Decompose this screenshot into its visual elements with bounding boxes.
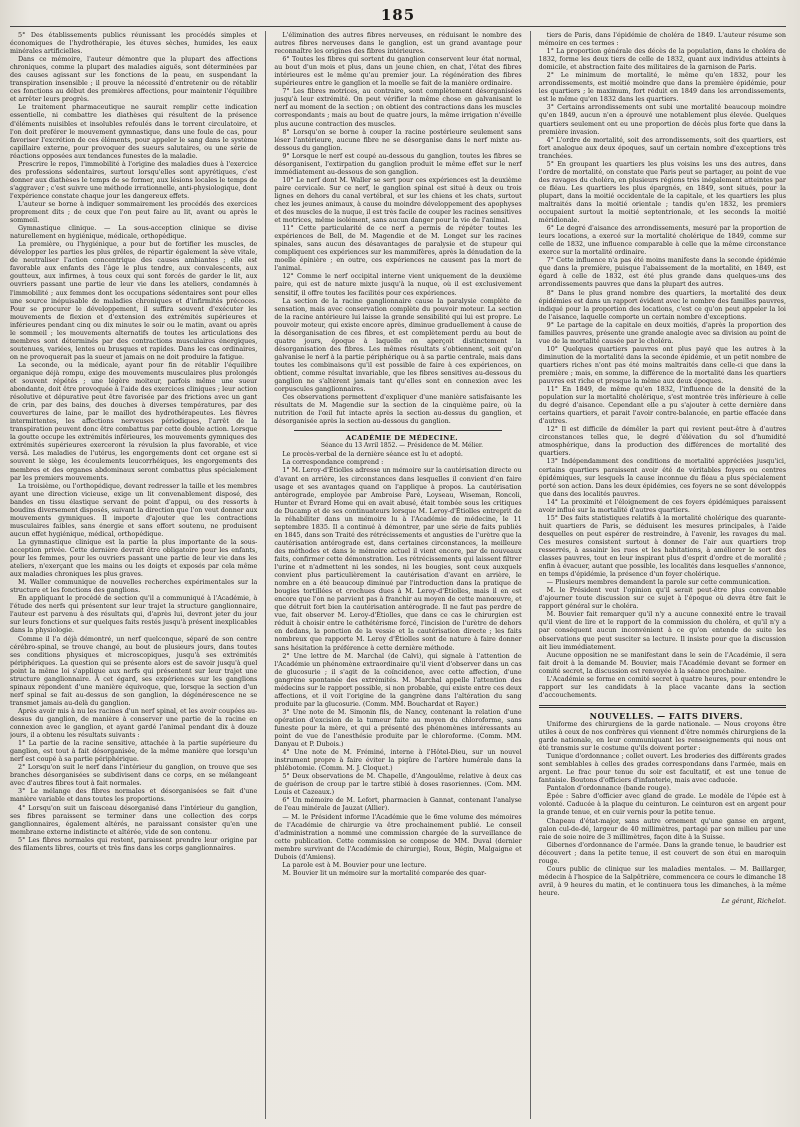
section-heading: NOUVELLES. — FAITS DIVERS. — [589, 710, 743, 721]
paragraph: 3° Une note de M. Simonin fils, de Nancy, contenant la relation d'une opération d'excision de la tumeur faite au moyen du chloroforme, sans funeste pour la mère, et qui a présenté des phénomènes intéressants au point de vue de l'anesthésie produite par le chloroforme. (Comm. MM. Danyau et P. Dubois.) — [274, 707, 522, 749]
paragraph: 11° Cette particularité de ce nerf a permis de répéter toutes les expériences de Bell, de M. Magendie et de M. Longet sur les racines spinales, sans aucun des désavantages de paralysie et de stupeur qui compliquent ces expériences sur les mammifères, après la dénudation de la moelle épinière ; en outre, ces expériences ne causent pas la mort de l'animal. — [274, 224, 522, 273]
paragraph: 3° Le mélange des fibres normales et désorganisées se fait d'une manière variable et dans toutes les proportions. — [10, 787, 258, 804]
paragraph: 9° Le partage de la capitale en deux moitiés, d'après la proportion des familles pauvres, présente une grande analogie avec sa division au point de vue de la mortalité causée par le choléra. — [538, 320, 786, 345]
paragraph: — M. le Président informe l'Académie que le 6me volume des mémoires de l'Académie de chirurgie va être prochainement publié. Le conseil d'administration a nommé une commission chargée de la surveillance de cette publication. Cette commission se compose de MM. Duval (dernier membre survivant de l'Académie de chirurgie), Roux, Bégin, Malgaigne et Dubois (d'Amiens). — [274, 812, 522, 861]
paragraph: Gibernes d'ordonnance de l'armée. Dans la grande tenue, le baudrier est découvert ; dans la petite tenue, il est couvert de son étui en maroquin rouge. — [538, 840, 786, 865]
paragraph: — Plusieurs membres demandent la parole sur cette communication. — [546, 578, 771, 587]
paragraph: 14° La proximité et l'éloignement de ces foyers épidémiques paraissent avoir influé sur la mortalité d'autres quartiers. — [538, 497, 786, 514]
paragraph: L'élimination des autres fibres nerveuses, en réduisant le nombre des autres fibres nerveuses dans le ganglion, est un grand avantage pour reconnaître les origines des fibres intérieures. — [274, 31, 522, 56]
paragraph: Gymnastique clinique. — La sous-acception clinique se divise naturellement en hygiénique, médicale, orthopédique. — [10, 224, 258, 241]
paragraph: Le procès-verbal de la dernière séance est lu et adopté. — [282, 450, 463, 459]
paragraph: Tunique d'ordonnance ; collet ouvert. Les broderies des différents grades sont semblables à celles des grades correspondans dans l'armée, mais en argent. Le frac pour tenue du soir est facultatif, et est une tenue de fantaisie. Boutons d'officiers d'infanterie, mais avec caducée. — [538, 752, 786, 785]
paragraph: 12° Il est difficile de démêler la part qui revient peut-être à d'autres circonstances telles que, le degré d'élévation du sol d'humidité atmosphérique, dans la production des différences de mortalité des quartiers. — [538, 425, 786, 458]
paragraph: La troisième, ou l'orthopédique, devant redresser la taille et les membres ayant une direction vicieuse, exige un lit convenablement disposé, des bandes en tissu élastique servant de point d'appui, ou des ressorts à boudins diversement disposés, suivant la direction que l'on veut donner aux mouvements gymniques. Il importe d'ajouter que les contractions musculaires faibles, sans énergie et sans effort soutenu, ne produisent aucun effet hygiénique, médical, orthopédique. — [10, 481, 258, 538]
paragraph: En appliquant le procédé de section qu'il a communiqué à l'Académie, à l'étude des nerfs qui présentent sur leur trajet la structure ganglionnaire, l'auteur est parvenu à des résultats qui, d'après lui, devront jeter du jour sur leurs fonctions et sur quelques faits restés jusqu'à présent inexplicables dans la physiologie. — [10, 594, 258, 635]
paragraph: L'auteur se borne à indiquer sommairement les procédés des exercices proprement dits ; de ceux que l'on peut faire au lit, avant ou après le sommeil. — [10, 199, 258, 225]
paragraph: Comme il l'a déjà démontré, un nerf quelconque, séparé de son centre cérébro-spinal, se trouve changé, au bout de plusieurs jours, dans toutes ses conditions physiques et microscopiques, jusqu'à ses extrémités périphériques. La question qui se présente alors est de savoir jusqu'à quel point la même loi s'applique aux nerfs qui présentent sur leur trajet une structure ganglionnaire. À cet égard, ses expériences sur les ganglions spinaux répondent d'une manière équivoque, que, lorsque la section d'un nerf spinal se fait au-dessus de son ganglion, la dégénérescence ne se transmet jamais au-delà du ganglion. — [10, 634, 258, 707]
paragraph: Dans ce mémoire, l'auteur démontre que la plupart des affections chroniques, comme la plupart des maladies aiguës, sont déterminées par des causes agissant sur les fonctions de la peau, en suspendant la transpiration insensible ; il prouve la nécessité d'entretenir ou de rétablir ces fonctions au début des premières affections, pour maintenir l'équilibre et arrêter leurs progrès. — [10, 55, 258, 104]
paragraph: 2° Le minimum de mortalité, le même qu'en 1832, pour les arrondissements, est moitié moindre que dans la première épidémie, pour les quartiers ; le maximum, fort réduit en 1849 dans les arrondissements, est le même qu'en 1832 dans les quartiers. — [538, 71, 786, 104]
paragraph: M. Waller communique de nouvelles recherches expérimentales sur la structure et les fonctions des ganglions. — [10, 578, 258, 595]
paragraph: 12° Comme le nerf occipital interne vient uniquement de la deuxième paire, qui est de nature mixte jusqu'à la nuque, où il est exclusivement sensitif, il offre toutes les facilités pour ces expériences. — [274, 272, 522, 297]
paragraph: 5° En groupant les quartiers les plus voisins les uns des autres, dans l'ordre de mortalité, on constate que Paris peut se partager, au point de vue des ravages du choléra, en plusieurs régions très inégalement atteintes par ce fléau. Les quartiers les plus épargnés, en 1849, sont situés, pour la plupart, dans la moitié occidentale de la capitale, et les quartiers les plus maltraités dans la moitié orientale ; tandis qu'en 1832, les premiers occupaient surtout la moitié septentrionale, et les seconds la moitié méridionale. — [538, 159, 786, 225]
paragraph: 13° Indépendamment des conditions de mortalité appréciées jusqu'ici, certains quartiers paraissent avoir été de véritables foyers ou centres épidémiques, sur lesquels la cause inconnue du fléau a plus spécialement porté son action. Dans les deux épidémies, ces foyers ne se sont développés que dans des localités pauvres. — [538, 457, 786, 498]
paragraph: La gymnastique clinique est la partie la plus importante de la sous-acception privée. Cette dernière devrait être obligatoire pour les enfants, pour les femmes, pour les ouvriers passant une partie de leur vie dans les ateliers, n'exerçant que les mains ou les doigts et exposés par cela même aux maladies chroniques les plus graves. — [10, 537, 258, 579]
paragraph: 6° Le degré d'aisance des arrondissements, mesuré par la proportion de leurs locations, a exercé sur la mortalité cholérique de 1849, comme sur celle de 1832, une influence comparable à celle que la même circonstance exerce sur la mortalité ordinaire. — [538, 224, 786, 257]
paragraph: Épée : Sabre d'officier avec gland de grade. Le modèle de l'épée est à volonté. Caducée à la plaque du ceinturon. Le ceinturon est en argent pour la grande tenue, et en cuir vernis pour la petite tenue. — [538, 792, 786, 817]
paragraph: 11° En 1849, de même qu'en 1832, l'influence de la densité de la population sur la mortalité cholérique, s'est montrée très inférieure à celle du degré d'aisance. Cependant elle a pu s'ajouter à cette dernière dans certains quartiers, et parait l'avoir contre-balancée, en partie effacée dans d'autres. — [538, 385, 786, 426]
paragraph: Uniforme des chirurgiens de la garde nationale. — Nous croyons être utiles à ceux de nos confrères qui viennent d'être nommés chirurgiens de la garde nationale, en leur communiquant les renseignements qui nous ont été transmis sur le costume qu'ils doivent porter : — [538, 719, 786, 753]
paragraph: M. Bouvier lit un mémoire sur la mortalité comparée des quar- — [282, 868, 487, 877]
column-1 — [10, 31, 257, 1119]
paragraph: Pantalon d'ordonnance (bande rouge). — [546, 784, 672, 793]
section-heading: ACADÉMIE DE MÉDECINE. — [345, 434, 459, 443]
paragraph: 6° Un mémoire de M. Lefort, pharmacien à Gannat, contenant l'analyse de l'eau minérale de Jauzat (Allier). — [274, 796, 522, 813]
paragraph: La parole est à M. Bouvier pour une lecture. — [282, 860, 427, 869]
paragraph: Cours public de clinique sur les maladies mentales. — M. Baillarger, médecin à l'hospice de la Salpêtrière, commencera ce cours le dimanche 18 avril, à 9 heures du matin, et le continuera tous les dimanches, à la même heure. — [538, 864, 786, 897]
paragraph: Ces observations permettent d'expliquer d'une manière satisfaisante les résultats de M. Magendie sur la section de la cinquième paire, où la nutrition de l'œil fut intacte après la section au-dessus du ganglion, et désorganisée après la section au-dessous du ganglion. — [274, 393, 522, 426]
paragraph: La correspondance comprend : — [282, 458, 384, 467]
paragraph: 5° Les fibres normales qui restent, paraissent prendre leur origine par des filaments libres, courts et très fins dans les corps ganglionnaires. — [10, 835, 258, 852]
column-3 — [539, 31, 786, 1119]
paragraph: Aucune opposition ne se manifestant dans le sein de l'Académie, il sera fait droit à la demande M. Bouvier, mais l'Académie devant se former en comité secret, la discussion est renvoyée à la séance prochaine. — [538, 650, 786, 675]
paragraph: 4° Une note de M. Fréminé, interne à l'Hôtel-Dieu, sur un nouvel instrument propre à faire éviter la piqûre de l'artère humérale dans la phlébotomie. (Comm. M. J. Cloquet.) — [274, 748, 522, 773]
paragraph: 10° Quelques quartiers pauvres ont plus payé que les autres à la diminution de la mortalité dans la seconde épidémie, et un petit nombre de quartiers riches n'ont pas été moins maltraités dans celle-ci que dans la première ; mais, en somme, la différence de la mortalité dans les quartiers pauvres est riche et presque la même aux deux époques. — [538, 344, 786, 386]
paragraph: 7° Les fibres motrices, au contraire, sont complètement désorganisées jusqu'à leur extrémité. On peut vérifier la même chose en galvanisant le nerf au moment de la section ; on obtient des contractions dans les muscles correspondants ; mais au bout de quatre jours, la même irrigation n'éveille plus aucune contraction des muscles. — [274, 87, 522, 128]
page-number: 185 — [380, 6, 416, 24]
paragraph: Prescrire le repos, l'immobilité à l'origine des maladies dues à l'exercice des professions sédentaires, surtout lorsqu'elles sont apyrétiques, c'est donner aux diathèses le temps de se former, aux lésions locales le temps de s'aggraver ; c'est suivre une méthode irrationnelle, anti-physiologique, dont l'expérience constate chaque jour les dangereux effets. — [10, 159, 258, 200]
paragraph: La seconde, ou la médicale, ayant pour fin de rétablir l'équilibre organique déjà rompu, exige des mouvements musculaires plus prolongés et souvent répétés ; une légère moiteur, parfois même une sueur abondante, doit être provoquée à l'aide des exercices cliniques ; leur action résolutive et dépurative peut être favorisée par des frictions avec un gant de crin, par des bains, des douches à diverses températures, par des couvertures de laine, par le maillot des hydrothérapeutes. Les fièvres intermittentes, les affections nerveuses périodiques, l'arrêt de la transpiration peuvent donc être combattus par cette double action. Lorsque la goutte occupe les extrémités inférieures, les mouvements gymniques des extrémités supérieures exerceront la révulsion la plus favorable, et vice versâ. Les maladies de l'utérus, les engorgements dont cet organe est si souvent le siège, les écoulements leucorrhéiques, les engorgements des membres et des organes abdominaux seront combattus plus spécialement par les premiers mouvements. — [10, 360, 258, 482]
paragraph: 5° Des établissements publics réunissant les procédés simples et économiques de l'hydrothérapie, les étuves sèches, humides, les eaux minérales artificielles. — [10, 31, 258, 56]
paragraph: Chapeau d'état-major, sans autre ornement qu'une ganse en argent, galon cul-de-dé, largeur de 40 millimètres, partagé par son milieu par une raie de soie noire de 3 millimètres, façon dite à la Suisse. — [538, 816, 786, 841]
paragraph: 6° Toutes les fibres qui sortent du ganglion conservent leur état normal, au bout d'un mois et plus, dans un jeune chien, en chat, l'état des fibres intérieures est le même qu'au premier jour. La régénération des fibres supérieures entre le ganglion et la moelle se fait de la manière ordinaire. — [274, 55, 522, 88]
column-divider — [265, 31, 266, 1119]
paragraph: 4° Lorsqu'on suit un faisceau désorganisé dans l'intérieur du ganglion, ses fibres paraissent se terminer dans une collection des corps ganglionnaires, également altérés, ne paraissant consister qu'en une membrane externe indistincte et altérée, vide de son contenu. — [10, 803, 258, 836]
paragraph: M. Bouvier fait remarquer qu'il n'y a aucune connexité entre le travail qu'il vient de lire et le rapport de la commission du choléra, et qu'il n'y a par conséquent aucun inconvénient à ce qu'on entende de suite les observations que peut susciter sa lecture. Il insiste pour que la discussion ait lieu immédiatement. — [538, 610, 786, 651]
paragraph: 3° Certains arrondissements ont subi une mortalité beaucoup moindre qu'en 1849, aucun n'en a éprouvé une notablement plus élevée. Quelques quartiers seulement ont eu une proportion de décès plus forte que dans la première invasion. — [538, 103, 786, 136]
paragraph: Le traitement pharmaceutique ne saurait remplir cette indication essentielle, ni combattre les diathèses qui résultent de la présence d'éléments nuisibles et insolubles refoulés dans le torrent circulatoire, et l'on doit preférer le mouvement gymnastique, dans une foule de cas, pour favoriser l'excrétion de ces éléments, pour appeler le sang dans le système capillaire externe, pour provoquer des sueurs salutaires, ou une série de réactions opposées aux tendances funestes de la maladie. — [10, 103, 258, 160]
paragraph: 10° Le nerf dont M. Waller se sert pour ces expériences est la deuxième paire cervicale. Sur ce nerf, le ganglion spinal est situé à deux ou trois lignes en dehors du canal vertébral, et sur les chiens et les chats, surtout chez les jeunes animaux, à cause du moindre développement des apophyses et des muscles de la nuque, il est très facile de couper les racines sensitives et motrices, même isolément, sans aucun danger pour la vie de l'animal. — [274, 175, 522, 225]
paragraph: 2° Lorsqu'on suit le nerf dans l'intérieur du ganglion, on trouve que ses branches désorganisées se subdivisent dans ce corps, en se mélangeant avec d'autres fibres tout à fait normales. — [10, 763, 258, 788]
columns — [10, 31, 786, 1119]
section-subheading: Séance du 13 Avril 1852. — Présidence de M. Mélier. — [320, 442, 484, 450]
section-rule — [539, 705, 786, 708]
paragraph: Après avoir mis à nu les racines d'un nerf spinal, et les avoir coupées au-dessus du ganglion, de manière à conserver une partie de la racine en connexion avec le ganglion, et ayant gardé l'animal pendant dix à douze jours, il a obtenu les résultats suivants : — [10, 706, 258, 740]
paragraph: 1° M. Leroy-d'Étiolles adresse un mémoire sur la cautérisation directe ou d'avant en arrière, les circonstances dans lesquelles il convient d'en faire usage et ses avantages quand on l'applique à propos. La cautérisation antérograde, employée par Ambroise Paré, Loyseau, Wiseman, Roncoli, Hunter et Évrard Home qui en avait abusé, était tombée sous les critiques de Ducamp et de ses continuateurs lorsque M. Leroy-d'Étiolles entreprit de la réhabiliter dans un mémoire lu à l'Académie de médecine, le 11 septembre 1835. Il a continué à démontrer, par une série de faits publiés en 1845, dans son Traité des rétrécissements et angusties de l'urètre que la cautérisation antérograde est, dans certaines circonstances, la meilleure des méthodes et dans le mémoire actuel il vient encore, par de nouveaux faits, confirmer cette démonstration. Les rétrécissements qui laissent filtrer l'urine et n'admettent ni les sondes, ni les bougies, sont ceux auxquels convient plus particulièrement la cautérisation d'avant en arrière, le nombre en a été beaucoup diminué par l'introduction dans la pratique de bougies tortillées et crochues dues à M. Leroy-d'Étiolles, mais il en est encore que l'on ne parvient pas à franchir au moyen de cette manœuvre, et que détruit fort bien la cautérisation antérograde. Il ne faut pas perdre de vue, fait observer M. Leroy-d'Étiolles, que dans ce cas le chirurgien est réduit à choisir entre le cathétérisme forcé, l'incision de l'urètre de dehors en dedans, la ponction de la vessie et la cautérisation directe ; les faits nombreux que rapporte M. Leroy d'Étiolles sont de nature à faire donner sans hésitation la préférence à cette dernière méthode. — [274, 466, 522, 652]
section-rule — [294, 430, 501, 431]
signature: Le gérant, Richelot. — [721, 896, 786, 905]
paragraph: 5° Deux observations de M. Chapelle, d'Angoulême, relative à deux cas de guérison de croup par le tartre stibié à doses rasoriennes. (Com. MM. Louis et Cazeaux.) — [274, 772, 522, 797]
paragraph: 2° Une lettre de M. Marchal (de Calvi), qui signale à l'attention de l'Académie un phénomène extraordinaire qu'il vient d'observer dans un cas de glucosurie ; il s'agit de la coïncidence, avec cette affection, d'une gangrène spontanée des extrémités. M. Marchal appelle l'attention des médecins sur le rapport possible, si non probable, qui existe entre ces deux affections, et il voit l'origine de la gangrène dans l'altération du sang produite par la glucosurie. (Comm. MM. Bouchardat et Rayer.) — [274, 651, 522, 708]
paragraph: La section de la racine ganglionnaire cause la paralysie complète de sensation, mais avec conservation complète du pouvoir moteur. La section de la racine antérieure lui laisse la grande sensibilité qui lui est propre. Le pouvoir moteur, qui existe encore après, diminue graduellement à cause de la désorganisation de ces fibres, et est complètement perdu au bout de quatre jours, époque à laquelle on aperçoit distinctement la désorganisation des fibres. Les mêmes résultats s'obtiennent, soit qu'on galvanise le nerf à la partie périphérique ou à sa partie centrale, mais dans toutes les combinaisons qu'il est possible de faire à ces expériences, on obtient, comme résultat invariable, que les fibres sensitives au-dessous du ganglion ne s'altèrent jamais tant qu'elles sont en connexion avec les corpuscules ganglionnaires. — [274, 296, 522, 394]
paragraph: 8° Dans le plus grand nombre des quartiers, la mortalité des deux épidémies est dans un rapport évident avec le nombre des familles pauvres, indiqué pour la proportion des locations, c'est ce qu'on peut appeler la loi de l'aisance, laquelle comporte un certain nombre d'exceptions. — [538, 288, 786, 321]
paragraph: La première, ou l'hygiénique, a pour but de fortifier les muscles, de développer les parties les plus grêles, de répartir également la sève vitale, de neutraliser l'action concentrique des causes ambiantes ; elle est favorable aux enfants des l'âge le plus tendre, aux convalescents, aux goutteux, aux infirmes, à tous ceux qui sont forcés de garder le lit, aux ouvriers passant une partie de leur vie dans les ateliers, condamnés à l'immobilité ; aux femmes dont les occupations sédentaires sont pour elles une source inépuisable de maladies chroniques et d'infirmités précoces. Pour se procurer le développement, il suffira souvent d'exécuter les mouvements de flexion et d'extension des extrémités supérieures et inférieures pendant cinq ou dix minutes le soir ou le matin, avant ou après le sommeil ; les mouvements alternatifs de toutes les articulations des membres sont déterminés par des contractions musculaires énergiques, soutenues, variées, lentes ou brusques et rapides. Dans les cas ordinaires, on ne provoquerait pas la sueur et jamais on ne doit produire la fatigue. — [10, 240, 258, 361]
paragraph: tiers de Paris, dans l'épidémie de choléra de 1849. L'auteur résume son mémoire en ces termes : — [538, 31, 786, 48]
paragraph: 8° Lorsqu'on se borne à couper la racine postérieure seulement sans léser l'antérieure, aucune fibre ne se désorganise dans le nerf mixte au-dessous du ganglion. — [274, 127, 522, 152]
paragraph: L'Académie se forme en comité secret à quatre heures, pour entendre le rapport sur les candidats à la place vacante dans la section d'accouchements. — [538, 674, 786, 699]
paragraph: 1° La partie de la racine sensitive, attachée à la partie supérieure du ganglion, est tout à fait désorganisée, de la même manière que lorsqu'un nerf est coupé à sa partie périphérique. — [10, 739, 258, 764]
column-2 — [274, 31, 521, 1119]
column-divider — [530, 31, 531, 1119]
paragraph: 4° L'ordre de mortalité, soit des arrondissements, soit des quartiers, est fort analogue aux deux époques, sauf un certain nombre d'exceptions très tranchées. — [538, 135, 786, 160]
paragraph: 9° Lorsque le nerf est coupé au-dessous du ganglion, toutes les fibres se désorganisent, l'extirpation du ganglion produit le même effet sur le nerf immédiatement au-dessous de son ganglion. — [274, 151, 522, 176]
header-rule — [10, 26, 786, 27]
paragraph: 15° Des faits statistiques relatifs à la mortalité cholérique des quarante-huit quartiers de Paris, se déduisent les mesures principales, à l'aide desquelles on peut espérer de restreindre, à l'avenir, les ravages du mal. Ces mesures consistent surtout à donner de l'air aux quartiers trop resserrés, à assainir les rues et les habitations, à améliorer le sort des classes pauvres, tout en leur inspirant plus d'esprit d'ordre et de moralité ; enfin à évacuer, autant que possible, les localités dans lesquelles s'annonce, en temps d'épidémie, la présence d'un foyer cholérique. — [538, 513, 786, 579]
paragraph: M. le Président veut l'opinion qu'il serait peut-être plus convenable d'ajourner toute discussion sur ce sujet à l'époque où devra être fait le rapport général sur le choléra. — [538, 586, 786, 611]
paragraph: 7° Cette influence n'a pas été moins manifeste dans la seconde épidémie que dans la première, puisque l'abaissement de la mortalité, en 1849, est égard à celle de 1832, est été plus grande dans quelques-uns des arrondissements pauvres que dans la plupart des autres. — [538, 256, 786, 289]
paragraph: 1° La proportion générale des décès de la population, dans le choléra de 1832, forme les deux tiers de celle de 1832, quant aux individus atteints à domicile, et abstraction faite des militaires de la garnison de Paris. — [538, 47, 786, 72]
